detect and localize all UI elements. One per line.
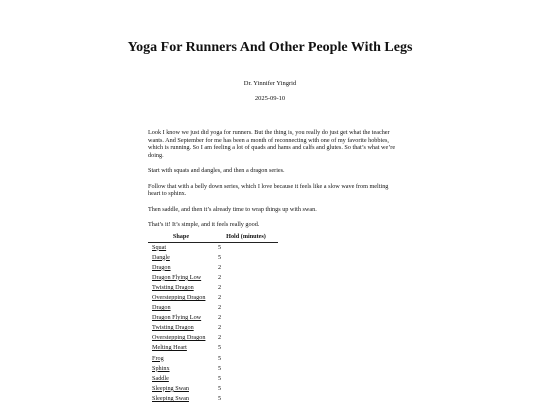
shape-link[interactable]: Dragon Flying Low xyxy=(152,273,202,281)
pose-table xyxy=(148,232,278,404)
shape-cell xyxy=(148,354,214,364)
shape-cell xyxy=(148,273,214,283)
table-row xyxy=(148,343,278,353)
hold-cell: 5 xyxy=(218,394,222,402)
shape-link[interactable]: Dragon Flying Low xyxy=(152,314,202,322)
shape-cell xyxy=(148,303,214,313)
shape-link[interactable]: Melting Heart xyxy=(152,344,187,352)
hold-cell: 2 xyxy=(218,314,222,322)
shape-cell xyxy=(148,242,214,253)
shape-link[interactable]: Twisting Dragon xyxy=(152,324,194,332)
table-row xyxy=(148,354,278,364)
hold-cell: 5 xyxy=(218,354,222,362)
shape-link[interactable]: Sleeping Swan xyxy=(152,384,189,392)
shape-link[interactable]: Sleeping Swan xyxy=(152,394,189,402)
shape-cell xyxy=(148,313,214,323)
paragraph: That’s it! It’s simple, and it feels really good. xyxy=(148,220,260,228)
shape-cell xyxy=(148,283,214,293)
shape-cell xyxy=(148,253,214,263)
table-body xyxy=(148,242,278,404)
hold-cell: 5 xyxy=(218,384,222,392)
hold-cell: 5 xyxy=(218,253,222,261)
shape-cell xyxy=(148,384,214,394)
column-header-shape: Shape xyxy=(148,232,214,242)
table-row xyxy=(148,333,278,343)
table-row xyxy=(148,374,278,384)
shape-link[interactable]: Dragon xyxy=(152,263,171,271)
shape-link[interactable]: Sphinx xyxy=(152,364,170,372)
shape-link[interactable]: Saddle xyxy=(152,374,169,382)
hold-cell: 5 xyxy=(218,243,222,251)
table-header-row xyxy=(148,232,278,242)
paragraph: Follow that with a belly down series, which I love because it feels like a slow wave from melting heart to sphinx. xyxy=(148,182,389,198)
table-row xyxy=(148,242,278,253)
shape-cell xyxy=(148,293,214,303)
table-row xyxy=(148,253,278,263)
hold-cell: 2 xyxy=(218,263,222,271)
article-body xyxy=(148,129,398,236)
table-row xyxy=(148,263,278,273)
shape-cell xyxy=(148,333,214,343)
paragraph: Then saddle, and then it’s already time to wrap things up with swan. xyxy=(148,205,317,213)
hold-cell: 2 xyxy=(218,283,222,291)
hold-cell: 5 xyxy=(218,344,222,352)
table-row xyxy=(148,384,278,394)
article-title: Yoga For Runners And Other People With Legs xyxy=(127,40,413,55)
table-row xyxy=(148,323,278,333)
column-header-hold: Hold (minutes) xyxy=(214,232,278,242)
shape-link[interactable]: Overstepping Dragon xyxy=(152,293,206,301)
table-row xyxy=(148,273,278,283)
table-row xyxy=(148,364,278,374)
hold-cell: 2 xyxy=(218,304,222,312)
hold-cell: 5 xyxy=(218,374,222,382)
shape-link[interactable]: Twisting Dragon xyxy=(152,283,194,291)
table-row xyxy=(148,313,278,323)
paragraph: Start with squats and dangles, and then a dragon series. xyxy=(148,167,285,175)
article-date: 2025-09-10 xyxy=(254,95,286,102)
shape-cell xyxy=(148,394,214,404)
shape-link[interactable]: Frog xyxy=(152,354,164,362)
table-row xyxy=(148,303,278,313)
shape-link[interactable]: Overstepping Dragon xyxy=(152,334,206,342)
shape-cell xyxy=(148,323,214,333)
shape-cell xyxy=(148,263,214,273)
paragraph: Look I know we just did yoga for runners. But the thing is, you really do just get what the teacher wants. And September for me has been a month of reconnecting with one of my favorite hobbies, which is running. So I am feeling a lot of quads and hams and calfs and glutes. So that’s what we’re doing. xyxy=(148,129,396,159)
table-row xyxy=(148,293,278,303)
shape-cell xyxy=(148,343,214,353)
hold-cell: 2 xyxy=(218,293,222,301)
shape-cell xyxy=(148,374,214,384)
article-author: Dr. Yinnifer Yingrid xyxy=(243,80,297,87)
table-row xyxy=(148,394,278,404)
table-row xyxy=(148,283,278,293)
hold-cell: 2 xyxy=(218,324,222,332)
hold-cell: 2 xyxy=(218,273,222,281)
shape-link[interactable]: Dangle xyxy=(152,253,170,261)
shape-link[interactable]: Squat xyxy=(152,243,167,251)
hold-cell: 2 xyxy=(218,334,222,342)
hold-cell: 5 xyxy=(218,364,222,372)
shape-cell xyxy=(148,364,214,374)
shape-link[interactable]: Dragon xyxy=(152,304,171,312)
